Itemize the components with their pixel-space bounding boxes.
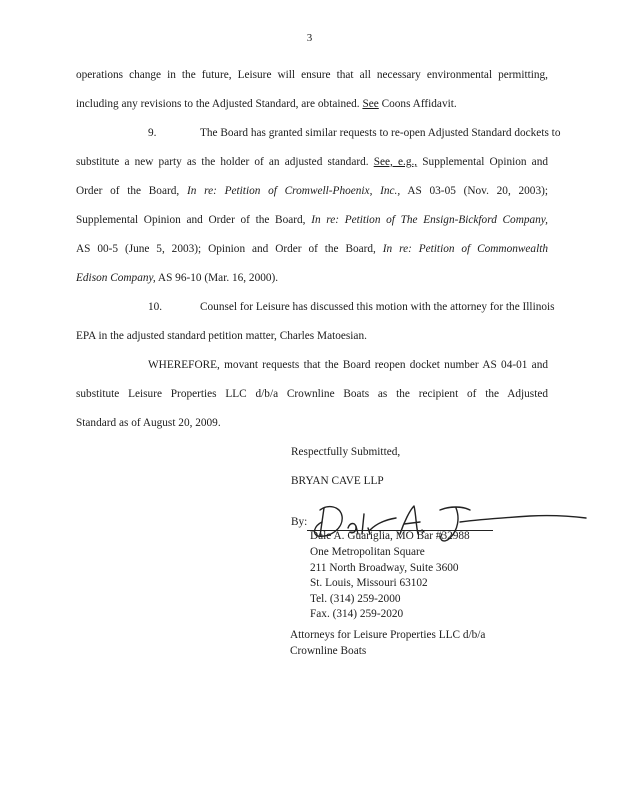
handwritten-signature [300,500,590,550]
phone-line: Tel. (314) 259-2000 [310,592,401,605]
body-line: EPA in the adjusted standard petition matter, Charles Matoesian. [76,330,367,342]
body-line: including any revisions to the Adjusted Standard, are obtained. See Coons Affidavit. [76,98,457,110]
wherefore-first-line: WHEREFORE, movant requests that the Board reopen docket number AS 04-01 and [148,359,548,371]
body-line: Supplemental Opinion and Order of the Board, In re: Petition of The Ensign-Bickford Company, [76,214,549,226]
address-line: One Metropolitan Square [310,546,425,558]
case-citation: In re: Petition of Commonwealth [382,243,549,255]
body-line: substitute a new party as the holder of an adjusted standard. See, e.g., Supplemental Opinion and [76,156,548,168]
address-line: 211 North Broadway, Suite 3600 [310,561,459,574]
address-block [310,545,459,623]
paragraph-9-first-line: 9. The Board has granted similar requests to re-open Adjusted Standard dockets to [76,119,548,148]
case-citation: In re: Petition of The Ensign-Bickford Company, [311,214,549,226]
body-line: substitute Leisure Properties LLC d/b/a Crownline Boats as the recipient of the Adjusted [76,388,548,400]
fax-line: Fax. (314) 259-2020 [310,608,404,620]
attorneys-for-line: Crownline Boats [290,644,367,657]
case-citation: Edison Company, [76,272,156,284]
signer-name: Dale A. Guariglia, MO Bar #32988 [310,530,470,542]
page-number: 3 [306,32,313,44]
by-label: By: [291,516,308,528]
body-line: Order of the Board, In re: Petition of Cromwell-Phoenix, Inc., AS 03-05 (Nov. 20, 2003); [76,185,549,197]
body-line: operations change in the future, Leisure will ensure that all necessary environmental permitting, [76,69,548,81]
firm-name: BRYAN CAVE LLP [291,475,384,487]
address-line: St. Louis, Missouri 63102 [310,577,428,589]
document-body [76,61,561,438]
body-line: AS 00-5 (June 5, 2003); Opinion and Order of the Board, In re: Petition of Commonwealth [76,243,549,255]
closing: Respectfully Submitted, [291,446,401,458]
paragraph-number: 10. [148,301,163,313]
attorneys-for-line: Attorneys for Leisure Properties LLC d/b/a [290,629,486,641]
citation-signal: See [362,98,379,110]
body-line: Standard as of August 20, 2009. [76,417,221,429]
paragraph-10-first-line: 10. Counsel for Leisure has discussed this motion with the attorney for the Illinois [76,293,548,322]
citation-signal: See, e.g., [373,156,418,168]
body-line: Edison Company, AS 96-10 (Mar. 16, 2000). [76,272,279,284]
paragraph-number: 9. [148,127,157,139]
attorneys-for-block [290,628,485,659]
case-citation: In re: Petition of Cromwell-Phoenix, Inc., [186,185,401,197]
